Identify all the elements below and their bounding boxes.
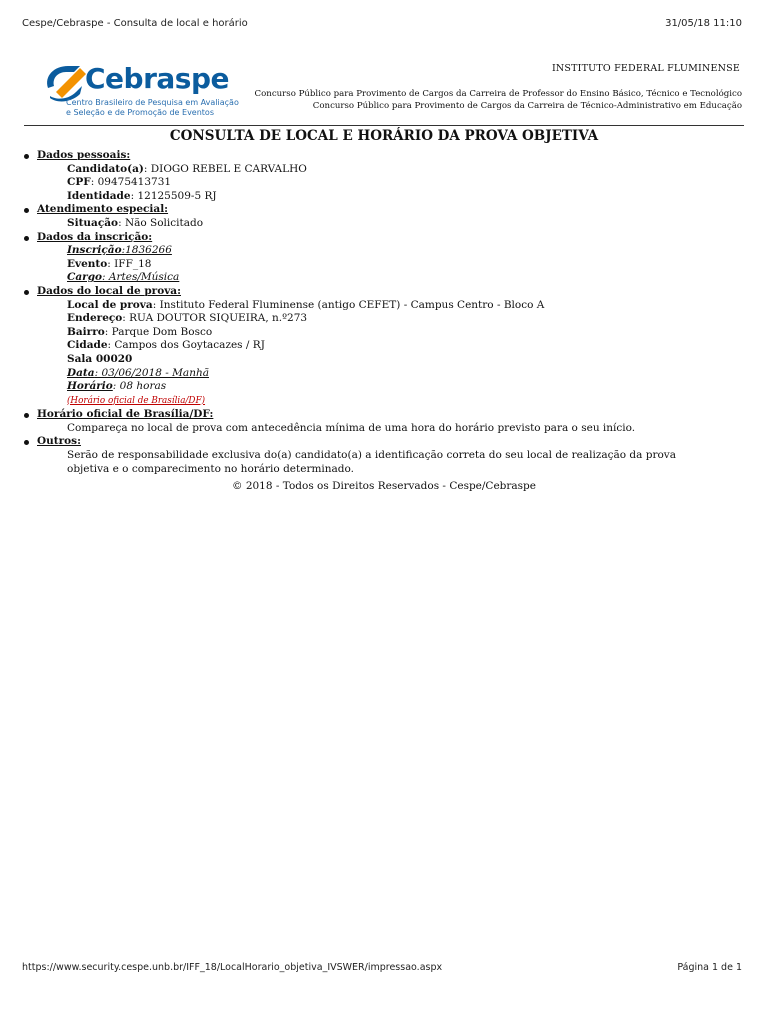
bullet-icon <box>24 413 29 418</box>
section-title: Outros: <box>37 435 81 448</box>
print-datetime: 31/05/18 11:10 <box>665 18 742 29</box>
field-value: : 08 horas <box>112 380 167 393</box>
field-situacao <box>67 217 724 231</box>
field-cargo <box>67 271 724 285</box>
field-cpf <box>67 176 724 190</box>
field-endereco <box>67 312 724 326</box>
print-header <box>22 18 742 29</box>
logo-tagline-line-1: Centro Brasileiro de Pesquisa em Avaliação <box>66 98 239 107</box>
field-label: Candidato(a) <box>67 162 144 175</box>
cebraspe-logo <box>40 58 240 120</box>
print-page-title: Cespe/Cebraspe - Consulta de local e horário <box>22 18 248 29</box>
field-label: Cargo <box>67 271 103 284</box>
field-horario <box>67 380 724 394</box>
field-cidade <box>67 339 724 353</box>
header-divider <box>24 125 744 126</box>
logo-tagline-line-2: e Seleção e de Promoção de Eventos <box>66 108 214 117</box>
field-label: Local de prova <box>67 298 153 311</box>
bullet-icon <box>24 154 29 159</box>
field-bairro <box>67 326 724 340</box>
field-sala <box>67 353 724 367</box>
field-label: Evento <box>67 257 108 270</box>
field-value: : 03/06/2018 - Manhã <box>94 366 209 379</box>
copyright: © 2018 - Todos os Direitos Reservados - Cespe/Cebraspe <box>231 480 536 492</box>
section-title: Dados do local de prova: <box>37 284 181 297</box>
bullet-icon <box>24 208 29 213</box>
field-label: Inscrição <box>67 244 122 257</box>
field-value: : Artes/Música <box>102 271 180 284</box>
logo-name: Cebraspe <box>85 62 229 95</box>
section-title: Atendimento especial: <box>37 203 169 216</box>
field-label: Identidade <box>67 189 131 202</box>
field-candidato <box>67 163 724 177</box>
section-title: Horário oficial de Brasília/DF: <box>37 408 214 421</box>
field-value: : 12125509-5 RJ <box>130 189 217 202</box>
horario-note: (Horário oficial de Brasília/DF) <box>67 395 206 406</box>
section-outros <box>24 435 724 476</box>
field-value: : 09475413731 <box>90 176 172 189</box>
field-local <box>67 299 724 313</box>
field-identidade <box>67 190 724 204</box>
bullet-icon <box>24 440 29 445</box>
field-value: : IFF_18 <box>107 257 152 270</box>
section-horario-oficial <box>24 408 724 435</box>
outros-text: Serão de responsabilidade exclusiva do(a) candidato(a) a identificação correta do seu local de realização da prova objetiva e o comparecimento no horário determinado. <box>67 449 676 475</box>
print-url: https://www.security.cespe.unb.br/IFF_18/LocalHorario_objetiva_IVSWER/impressao.aspx <box>22 962 443 973</box>
field-value: : Não Solicitado <box>118 216 204 229</box>
field-data <box>67 367 724 381</box>
field-value: : RUA DOUTOR SIQUEIRA, n.º273 <box>122 312 308 325</box>
print-page-number: Página 1 de 1 <box>677 962 742 973</box>
field-label: Endereço <box>67 312 123 325</box>
content <box>24 149 724 476</box>
field-label: Data <box>67 366 95 379</box>
bullet-icon <box>24 290 29 295</box>
section-dados-pessoais <box>24 149 724 203</box>
field-label: Sala 00020 <box>67 352 133 365</box>
logo-tagline <box>66 98 239 118</box>
concurso-line-1: Concurso Público para Provimento de Cargos da Carreira de Professor do Ensino Básico, Técnico e Tecnológico <box>254 89 742 99</box>
horario-oficial-text: Compareça no local de prova com antecedência mínima de uma hora do horário previsto para o seu início. <box>67 421 636 434</box>
field-label: Cidade <box>67 339 108 352</box>
bullet-icon <box>24 236 29 241</box>
field-evento <box>67 258 724 272</box>
field-value: : DIOGO REBEL E CARVALHO <box>143 162 307 175</box>
field-inscricao <box>67 244 724 258</box>
field-value: : Instituto Federal Fluminense (antigo CEFET) - Campus Centro - Bloco A <box>152 298 545 311</box>
field-label: Bairro <box>67 325 105 338</box>
concurso-line-2: Concurso Público para Provimento de Cargos da Carreira de Técnico-Administrativo em Educação <box>312 101 742 111</box>
section-inscricao <box>24 231 724 285</box>
section-local-prova <box>24 285 724 408</box>
section-title: Dados da inscrição: <box>37 230 153 243</box>
field-value: : Campos dos Goytacazes / RJ <box>107 339 265 352</box>
field-horario-note <box>67 394 724 409</box>
print-footer <box>22 962 742 973</box>
field-label: Horário <box>67 380 113 393</box>
field-label: Situação <box>67 216 119 229</box>
field-label: CPF <box>67 176 91 189</box>
page-title: CONSULTA DE LOCAL E HORÁRIO DA PROVA OBJETIVA <box>169 128 599 144</box>
institution-name: INSTITUTO FEDERAL FLUMINENSE <box>551 63 740 74</box>
section-atendimento <box>24 203 724 230</box>
section-title: Dados pessoais: <box>37 149 131 161</box>
field-value: : Parque Dom Bosco <box>104 325 213 338</box>
field-value: :1836266 <box>121 244 172 257</box>
